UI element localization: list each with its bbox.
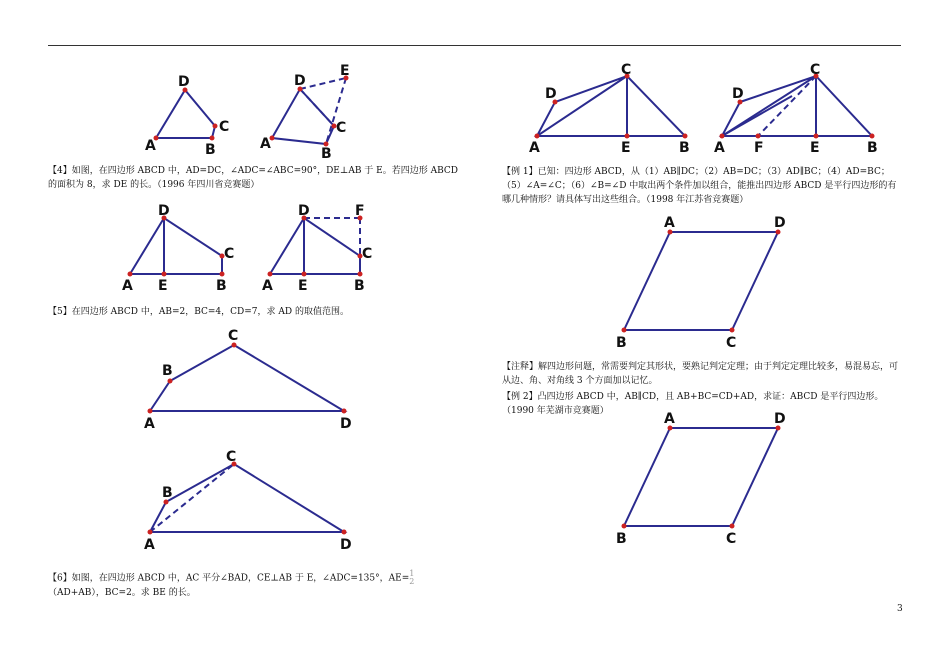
label-c: C [224,246,235,262]
label-d: D [178,74,190,90]
figure-ex1-quad [525,60,695,155]
example-2-text: 【例 2】凸四边形 ABCD 中，AB∥CD，且 AB+BC=CD+AD，求证：ABCD 是平行四边形。（1990 年芜湖市竞赛题） [502,392,884,416]
fraction-numerator: 1 [409,569,415,578]
problem-6-text-before: 【6】如图，在四边形 ABCD 中，AC 平分∠BAD，CE⊥AB 于 E，∠ADC=135°，AE= [48,573,410,584]
label-b: B [162,363,173,379]
label-a: A [529,140,540,156]
label-c: C [228,328,239,344]
label-d: D [732,86,744,102]
label-a: A [122,278,133,294]
header-rule [48,45,901,46]
figure-p4-square [256,200,386,295]
label-a: A [262,278,273,294]
label-b: B [321,146,332,162]
label-f: F [754,140,764,156]
label-e: E [621,140,631,156]
label-b: B [616,335,627,351]
problem-5-text: 【5】在四边形 ABCD 中，AB=2，BC=4，CD=7，求 AD 的取值范围。 [48,307,349,317]
label-e: E [340,63,350,79]
label-c: C [336,120,347,136]
label-b: B [354,278,365,294]
label-a: A [144,416,155,432]
label-d: D [340,537,352,553]
figure-p5-quad-diagonal [138,446,368,556]
label-a: A [714,140,725,156]
label-b: B [616,531,627,547]
label-a: A [664,411,675,427]
label-a: A [144,537,155,553]
label-a: A [260,136,271,152]
label-b: B [679,140,690,156]
label-e: E [158,278,168,294]
label-c: C [362,246,373,262]
label-e: E [810,140,820,156]
figure-quad-abcd-e [258,62,368,162]
label-c: C [726,335,737,351]
figure-parallelogram-2 [612,408,792,548]
example-1-text: 【例 1】已知：四边形 ABCD，从（1）AB∥DC；（2）AB=DC；（3）AD∥BC；（4）AD=BC；（5）∠A=∠C；（6）∠B=∠D 中取出两个条件加以组合，能推出四边形 ABCD 是平行四边形的有哪几种情形？请具体写出这些组合。（1998 年江苏省竞赛题） [502,167,897,205]
note-text: 【注释】解四边形问题，常需要判定其形状，要熟记判定定理；由于判定定理比较多，易混易忘，可从边、角、对角线 3 个方面加以记忆。 [502,362,899,386]
label-b: B [162,485,173,501]
label-c: C [810,62,821,78]
label-b: B [216,278,227,294]
page-number: 3 [897,604,903,614]
label-d: D [774,411,786,427]
label-b: B [867,140,878,156]
problem-4-text: 【4】如图，在四边形 ABCD 中，AD=DC，∠ADC=∠ABC=90°，DE⊥AB 于 E。若四边形 ABCD 的面积为 8，求 DE 的长。（1996 年四川省竞赛题） [48,166,458,190]
figure-parallelogram-1 [612,212,792,352]
figure-p5-quad [138,325,368,435]
label-b: B [205,142,216,158]
problem-6-text [48,570,468,600]
label-d: D [298,203,310,219]
label-c: C [621,62,632,78]
figure-quad-abcd [140,70,240,158]
label-c: C [726,531,737,547]
label-e: E [298,278,308,294]
label-a: A [664,215,675,231]
label-d: D [774,215,786,231]
label-c: C [226,449,237,465]
problem-6-text-after: （AD+AB），BC=2。求 BE 的长。 [48,588,196,598]
figure-ex1-quad-f [712,60,882,155]
label-c: C [219,119,230,135]
fraction-denominator: 2 [409,577,415,586]
label-d: D [545,86,557,102]
label-d: D [294,73,306,89]
fraction-half [409,570,414,586]
label-d: D [158,203,170,219]
label-a: A [145,138,156,154]
label-f: F [355,203,365,219]
label-d: D [340,416,352,432]
figure-p4-de [118,200,248,295]
